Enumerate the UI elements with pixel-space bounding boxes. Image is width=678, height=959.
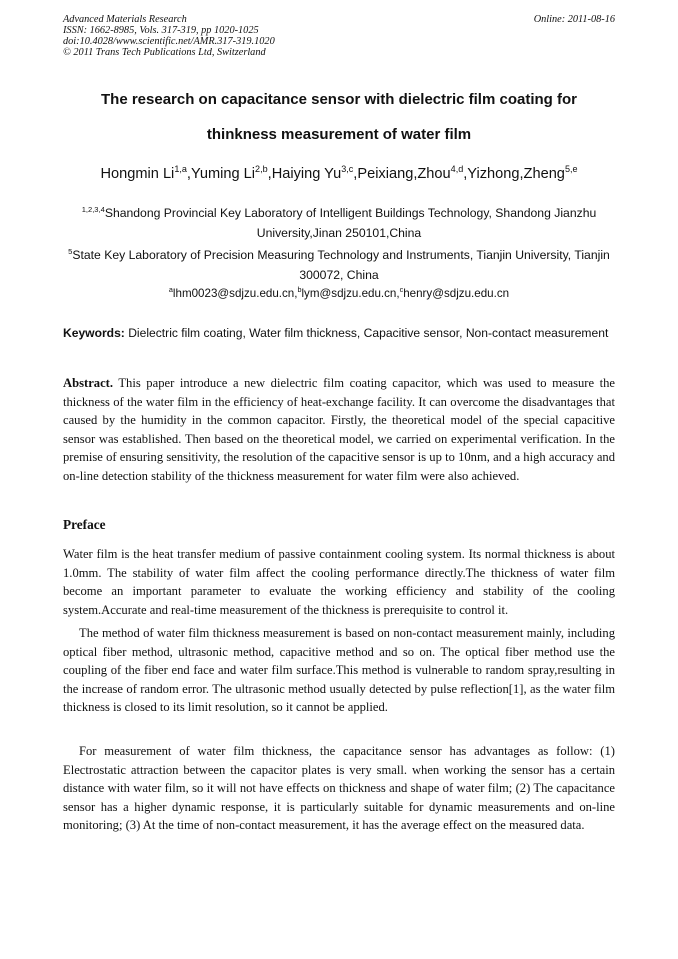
affiliation: $^{1,2,3,4}$Shandong Provincial Key Laboratory of Intelligent Buildings Technology, Shandong Jianzhu University,Jinan 250101,China [81, 204, 597, 240]
journal-doi: doi:10.4028/www.scientific.net/AMR.317-319.1020 [63, 36, 275, 47]
author-list [30, 166, 648, 182]
abstract [63, 374, 615, 486]
keywords-text: Dielectric film coating, Water film thickness, Capacitive sensor, Non-contact measurement [128, 326, 609, 340]
journal-header [63, 14, 275, 58]
email-link: lym@sdjzu.edu.cn, [301, 287, 400, 300]
abstract-text: This paper introduce a new dielectric film coating capacitor, which was used to measure the thickness of the water film in the efficiency of heat-exchange facility. It can overcome the disadvantages that caused by the humidity in the common capacitor. Firstly, the theoretical model of the special capacitive sensor was established. Then based on the theoretical model, we carried on experimental verification. In the premise of ensuring sensitivity, the resolution of the capacitive sensor is up to 10nm, and a high accuracy and on-line detection stability of the thickness measurement for water film were also achieved. [63, 376, 616, 483]
paper-title-line-1: The research on capacitance sensor with dielectric film coating for [101, 91, 577, 108]
paragraph: Water film is the heat transfer medium of passive containment cooling system. Its normal thickness is about 1.0mm. The stability of water film affect the cooling performance directly.The thickness of water film become an important parameter to evaluate the working efficiency and stability of the cooling system.Accurate and real-time measurement of the thickness is prerequisite to control it. [63, 547, 615, 617]
keywords [63, 324, 615, 342]
author: Yuming Li$^{2,b}$, [190, 164, 272, 182]
email-link: henry@sdjzu.edu.cn [403, 287, 510, 300]
author-emails: $^a$lhm0023@sdjzu.edu.cn,$^b$lym@sdjzu.edu.cn,$^c$henry@sdjzu.edu.cn [168, 285, 510, 300]
keywords-label: Keywords: [63, 326, 125, 340]
section-heading: Preface [63, 517, 106, 532]
author: Yizhong,Zheng$^{5,e}$ [467, 164, 578, 182]
abstract-label: Abstract. [63, 376, 114, 390]
author: Hongmin Li$^{1,a}$, [100, 164, 191, 182]
author: Haiying Yu$^{3,c}$, [271, 164, 358, 182]
affiliation: $^5$State Key Laboratory of Precision Measuring Technology and Instruments, Tianjin University, Tianjin 300072, China [68, 246, 610, 282]
journal-issn: ISSN: 1662-8985, Vols. 317-319, pp 1020-1025 [63, 25, 259, 36]
paragraph: The method of water film thickness measurement is based on non-contact measurement mainly, including optical fiber method, ultrasonic method, capacitive method and so on. The optical fiber method use the coupling of the fiber end face and water film surface.This method is vulnerable to random spray,resulting in the increase of random error. The ultrasonic method usually detected by pulse reflection[1], as the water film thickness is closed to its limit resolution, so it cannot be applied. [63, 626, 615, 715]
email-link: lhm0023@sdjzu.edu.cn, [172, 287, 298, 300]
paragraph: For measurement of water film thickness, the capacitance sensor has advantages as follow: (1) Electrostatic attraction between the capacitor plates is very small. when working the sensor has a certain distance with water film, so it will not have effects on thickness and shape of water film; (2) The capacitance sensor has a higher dynamic response, it is particularly suitable for dynamic measurements and on-line monitoring; (3) At the time of non-contact measurement, it has the average effect on the measured data. [63, 744, 615, 833]
paper-title-line-2: thinkness measurement of water film [206, 126, 472, 143]
online-date: Online: 2011-08-16 [533, 14, 615, 25]
journal-copyright: © 2011 Trans Tech Publications Ltd, Switzerland [63, 47, 266, 58]
journal-name: Advanced Materials Research [63, 14, 187, 25]
author: Peixiang,Zhou$^{4,d}$, [357, 164, 468, 182]
